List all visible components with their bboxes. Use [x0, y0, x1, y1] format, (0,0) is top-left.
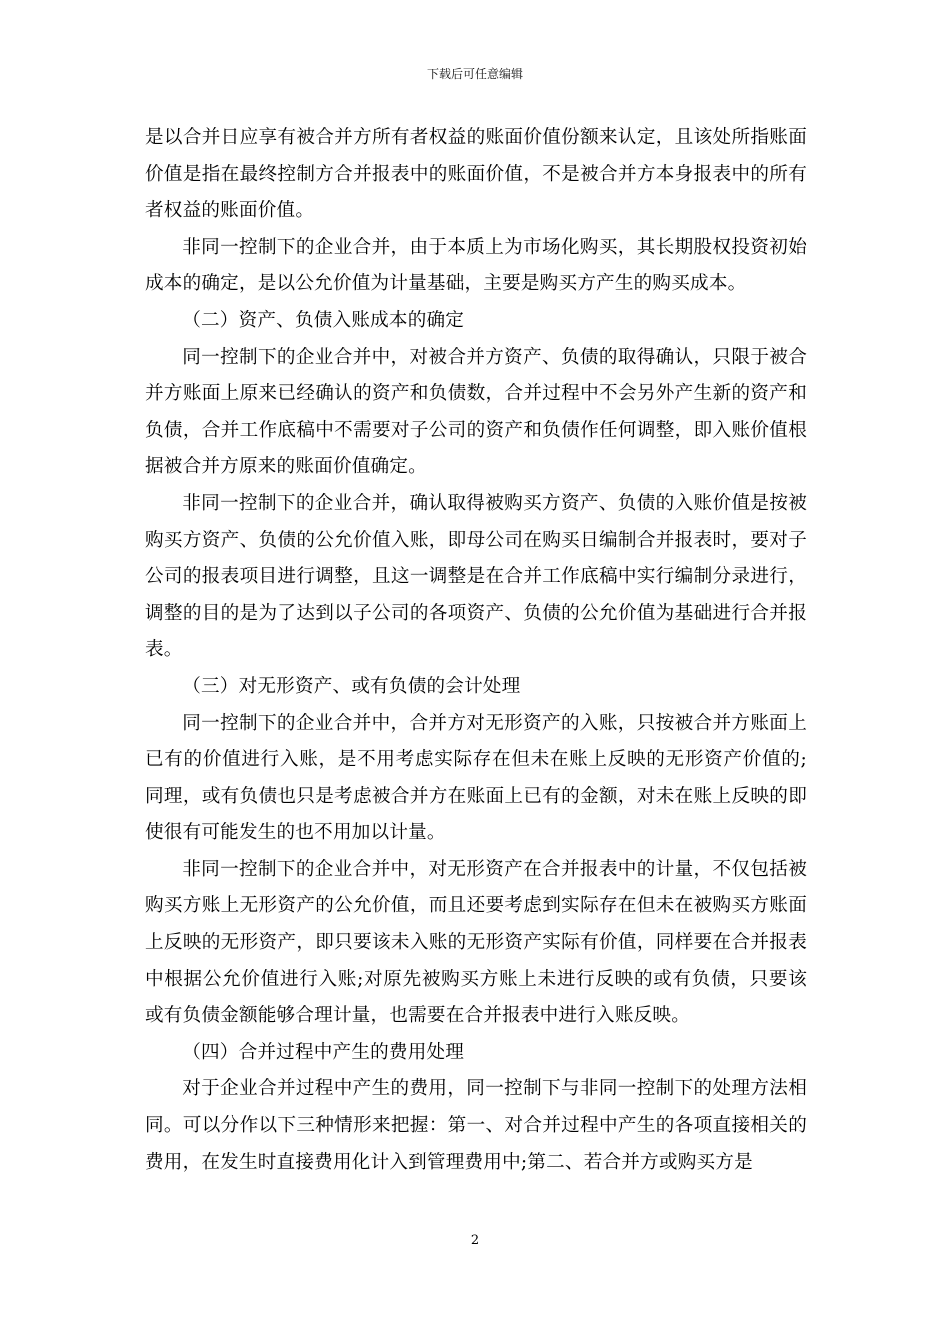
- page-number: 2: [470, 1233, 480, 1248]
- page-header: 下载后可任意编辑: [426, 67, 523, 81]
- document-body: [145, 120, 807, 1181]
- paragraph: 是以合并日应享有被合并方所有者权益的账面价值份额来认定，且该处所指账面价值是指在最终控制方合并报表中的账面价值，不是被合并方本身报表中的所有者权益的账面价值。: [145, 127, 807, 222]
- paragraph: 同一控制下的企业合并中，对被合并方资产、负债的取得确认，只限于被合并方账面上原来已经确认的资产和负债数，合并过程中不会另外产生新的资产和负债，合并工作底稿中不需要对子公司的资产和负债作任何调整，即入账价值根据被合并方原来的账面价值确定。: [145, 346, 807, 478]
- paragraph: 非同一控制下的企业合并，由于本质上为市场化购买，其长期股权投资初始成本的确定，是以公允价值为计量基础，主要是购买方产生的购买成本。: [145, 236, 807, 295]
- section-heading: （三）对无形资产、或有负债的会计处理: [182, 675, 521, 697]
- paragraph: 对于企业合并过程中产生的费用，同一控制下与非同一控制下的处理方法相同。可以分作以下三种情形来把握：第一、对合并过程中产生的各项直接相关的费用，在发生时直接费用化计入到管理费用中;第二、若合并方或购买方是: [145, 1078, 807, 1173]
- section-heading: （二）资产、负债入账成本的确定: [182, 309, 465, 331]
- paragraph: 非同一控制下的企业合并，确认取得被购买方资产、负债的入账价值是按被购买方资产、负债的公允价值入账，即母公司在购买日编制合并报表时，要对子公司的报表项目进行调整，且这一调整是在合并工作底稿中实行编制分录进行，调整的目的是为了达到以子公司的各项资产、负债的公允价值为基础进行合并报表。: [145, 492, 807, 661]
- section-heading: （四）合并过程中产生的费用处理: [182, 1041, 465, 1063]
- paragraph: 非同一控制下的企业合并中，对无形资产在合并报表中的计量，不仅包括被购买方账上无形资产的公允价值，而且还要考虑到实际存在但未在被购买方账面上反映的无形资产，即只要该未入账的无形资产实际有价值，同样要在合并报表中根据公允价值进行入账;对原先被购买方账上未进行反映的或有负债，只要该或有负债金额能够合理计量，也需要在合并报表中进行入账反映。: [145, 858, 807, 1027]
- paragraph: 同一控制下的企业合并中，合并方对无形资产的入账，只按被合并方账面上已有的价值进行入账，是不用考虑实际存在但未在账上反映的无形资产价值的;同理，或有负债也只是考虑被合并方在账面上已有的金额，对未在账上反映的即使很有可能发生的也不用加以计量。: [145, 712, 807, 844]
